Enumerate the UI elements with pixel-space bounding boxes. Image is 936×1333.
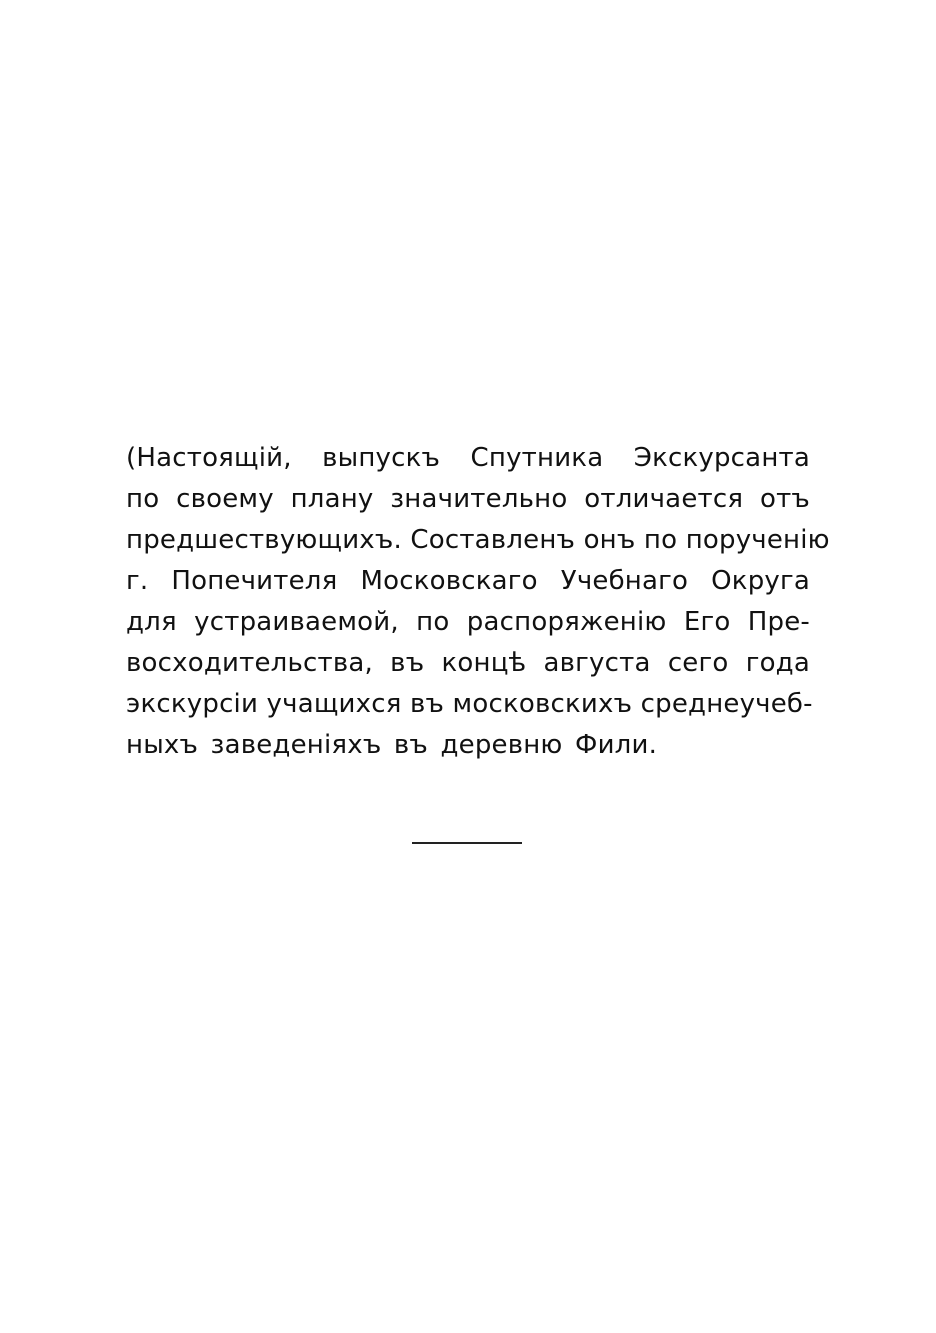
paragraph-line-8: ныхъ заведеніяхъ въ деревню Фили. [126,730,658,760]
paragraph-line-2: по своему плану значительно отличается отъ [126,484,810,514]
paragraph [126,438,830,766]
section-divider [412,842,522,844]
paragraph-line-6: восходительства, въ концѣ августа сего года [126,648,810,678]
paragraph-line-3: предшествующихъ. Составленъ онъ по порученію [126,525,830,555]
paragraph-line-4: г. Попечителя Московскаго Учебнаго Округа [126,566,810,596]
paragraph-line-5: для устраиваемой, по распоряженію Его Пре- [126,607,810,637]
paragraph-line-7: экскурсіи учащихся въ московскихъ среднеучеб- [126,689,813,719]
paragraph-line-1: (Настоящій, выпускъ Спутника Экскурсанта [126,443,810,473]
